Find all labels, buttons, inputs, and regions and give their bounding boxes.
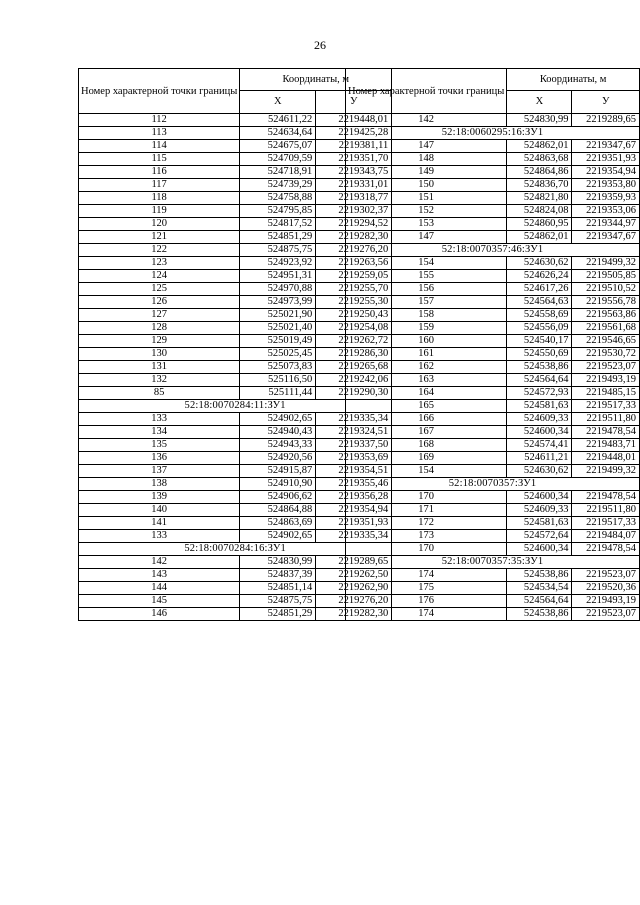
- point-number-cell: 142: [79, 556, 240, 569]
- x-coordinate-cell: 525019,49: [240, 335, 316, 348]
- point-number-cell: 162: [346, 361, 507, 374]
- point-number-cell: 129: [79, 335, 240, 348]
- y-coordinate-cell: 2219242,06: [316, 374, 392, 387]
- x-coordinate-cell: 524630,62: [507, 465, 572, 478]
- x-coordinate-cell: 524634,64: [240, 127, 316, 140]
- table-row: [346, 231, 640, 244]
- y-coordinate-cell: 2219290,30: [316, 387, 392, 400]
- y-coordinate-cell: 2219351,93: [572, 153, 640, 166]
- point-number-cell: 113: [79, 127, 240, 140]
- parcel-header-row: [346, 478, 640, 491]
- x-coordinate-cell: 524540,17: [507, 335, 572, 348]
- table-row: [346, 439, 640, 452]
- point-number-cell: 114: [79, 140, 240, 153]
- point-number-cell: 131: [79, 361, 240, 374]
- y-coordinate-cell: 2219478,54: [572, 543, 640, 556]
- y-coordinate-cell: 2219499,32: [572, 465, 640, 478]
- table-row: [346, 192, 640, 205]
- y-coordinate-cell: 2219561,68: [572, 322, 640, 335]
- point-number-cell: 153: [346, 218, 507, 231]
- table-row: [346, 413, 640, 426]
- point-number-cell: 155: [346, 270, 507, 283]
- coordinates-table-right: [345, 68, 640, 621]
- point-number-header: Номер характерной точки границы: [79, 69, 240, 114]
- x-coordinate-cell: 524558,69: [507, 309, 572, 322]
- y-coordinate-cell: 2219282,30: [316, 231, 392, 244]
- table-row: [346, 335, 640, 348]
- point-number-cell: 115: [79, 153, 240, 166]
- x-coordinate-cell: 525021,40: [240, 322, 316, 335]
- point-number-cell: 130: [79, 348, 240, 361]
- point-number-cell: 133: [79, 530, 240, 543]
- point-number-cell: 142: [346, 114, 507, 127]
- point-number-cell: 85: [79, 387, 240, 400]
- point-number-cell: 164: [346, 387, 507, 400]
- y-coordinate-cell: 2219255,30: [316, 296, 392, 309]
- y-coordinate-cell: 2219347,67: [572, 231, 640, 244]
- point-number-cell: 135: [79, 439, 240, 452]
- x-coordinate-cell: 524538,86: [507, 361, 572, 374]
- point-number-cell: 148: [346, 153, 507, 166]
- x-coordinate-cell: 525025,45: [240, 348, 316, 361]
- x-coordinate-cell: 524851,14: [240, 582, 316, 595]
- x-header: X: [240, 91, 316, 114]
- y-coordinate-cell: 2219523,07: [572, 608, 640, 621]
- x-coordinate-cell: 524920,56: [240, 452, 316, 465]
- x-coordinate-cell: 525116,50: [240, 374, 316, 387]
- point-number-cell: 165: [346, 400, 507, 413]
- table-row: [346, 205, 640, 218]
- point-number-cell: 168: [346, 439, 507, 452]
- page-number: 26: [314, 38, 326, 52]
- x-coordinate-cell: 524906,62: [240, 491, 316, 504]
- x-coordinate-cell: 524821,80: [507, 192, 572, 205]
- table-row: [346, 517, 640, 530]
- point-number-cell: 124: [79, 270, 240, 283]
- x-coordinate-cell: 524830,99: [240, 556, 316, 569]
- x-coordinate-cell: 524626,24: [507, 270, 572, 283]
- point-number-cell: 128: [79, 322, 240, 335]
- y-coordinate-cell: 2219517,33: [572, 517, 640, 530]
- table-row: [346, 270, 640, 283]
- y-coordinate-cell: 2219510,52: [572, 283, 640, 296]
- y-coordinate-cell: 2219523,07: [572, 569, 640, 582]
- x-coordinate-cell: 524860,95: [507, 218, 572, 231]
- y-coordinate-cell: 2219344,97: [572, 218, 640, 231]
- table-row: [346, 582, 640, 595]
- parcel-number: 52:18:0070284:11:ЗУ1: [79, 400, 392, 413]
- point-number-cell: 116: [79, 166, 240, 179]
- x-coordinate-cell: 524902,65: [240, 530, 316, 543]
- parcel-header-row: [346, 127, 640, 140]
- x-coordinate-cell: 524902,65: [240, 413, 316, 426]
- point-number-cell: 138: [79, 478, 240, 491]
- x-coordinate-cell: 524910,90: [240, 478, 316, 491]
- y-coordinate-cell: 2219302,37: [316, 205, 392, 218]
- table-row: [346, 543, 640, 556]
- point-number-cell: 172: [346, 517, 507, 530]
- table-row: [346, 153, 640, 166]
- table-row: [346, 426, 640, 439]
- point-number-cell: 158: [346, 309, 507, 322]
- table-row: [346, 387, 640, 400]
- point-number-cell: 160: [346, 335, 507, 348]
- y-coordinate-cell: 2219289,65: [316, 556, 392, 569]
- table-row: [346, 465, 640, 478]
- x-coordinate-cell: 524824,08: [507, 205, 572, 218]
- point-number-cell: 144: [79, 582, 240, 595]
- x-coordinate-cell: 524943,33: [240, 439, 316, 452]
- y-coordinate-cell: 2219347,67: [572, 140, 640, 153]
- point-number-cell: 161: [346, 348, 507, 361]
- y-coordinate-cell: 2219505,85: [572, 270, 640, 283]
- x-coordinate-cell: 524864,86: [507, 166, 572, 179]
- y-coordinate-cell: 2219255,70: [316, 283, 392, 296]
- x-coordinate-cell: 524862,01: [507, 231, 572, 244]
- x-coordinate-cell: 524534,54: [507, 582, 572, 595]
- x-coordinate-cell: 524875,75: [240, 595, 316, 608]
- table-row: [346, 374, 640, 387]
- y-coordinate-cell: 2219511,80: [572, 413, 640, 426]
- point-number-cell: 163: [346, 374, 507, 387]
- y-coordinate-cell: 2219493,19: [572, 595, 640, 608]
- x-coordinate-cell: 524617,26: [507, 283, 572, 296]
- point-number-cell: 139: [79, 491, 240, 504]
- table-row: [346, 400, 640, 413]
- point-number-cell: 156: [346, 283, 507, 296]
- y-coordinate-cell: 2219331,01: [316, 179, 392, 192]
- y-coordinate-cell: 2219259,05: [316, 270, 392, 283]
- table-row: [346, 296, 640, 309]
- parcel-number: 52:18:0070284:16:ЗУ1: [79, 543, 392, 556]
- point-number-cell: 170: [346, 543, 507, 556]
- point-number-cell: 171: [346, 504, 507, 517]
- point-number-cell: 123: [79, 257, 240, 270]
- point-number-cell: 137: [79, 465, 240, 478]
- x-coordinate-cell: 524538,86: [507, 569, 572, 582]
- table-row: [346, 530, 640, 543]
- table-row: [346, 114, 640, 127]
- y-coordinate-cell: 2219478,54: [572, 426, 640, 439]
- y-coordinate-cell: 2219353,80: [572, 179, 640, 192]
- y-coordinate-cell: 2219262,90: [316, 582, 392, 595]
- point-number-cell: 176: [346, 595, 507, 608]
- y-coordinate-cell: 2219523,07: [572, 361, 640, 374]
- parcel-number: 52:18:0070357:ЗУ1: [346, 478, 640, 491]
- table-row: [346, 309, 640, 322]
- y-coordinate-cell: 2219262,50: [316, 569, 392, 582]
- x-coordinate-cell: 524851,29: [240, 608, 316, 621]
- y-coordinate-cell: 2219351,70: [316, 153, 392, 166]
- point-number-cell: 145: [79, 595, 240, 608]
- point-number-cell: 159: [346, 322, 507, 335]
- y-coordinate-cell: 2219511,80: [572, 504, 640, 517]
- point-number-cell: 112: [79, 114, 240, 127]
- x-coordinate-cell: 524795,85: [240, 205, 316, 218]
- point-number-cell: 127: [79, 309, 240, 322]
- y-coordinate-cell: 2219265,68: [316, 361, 392, 374]
- x-coordinate-cell: 524970,88: [240, 283, 316, 296]
- parcel-header-row: [346, 244, 640, 257]
- point-number-cell: 126: [79, 296, 240, 309]
- x-coordinate-cell: 524600,34: [507, 543, 572, 556]
- point-number-cell: 151: [346, 192, 507, 205]
- y-coordinate-cell: 2219286,30: [316, 348, 392, 361]
- y-coordinate-cell: 2219337,50: [316, 439, 392, 452]
- point-number-cell: 174: [346, 569, 507, 582]
- point-number-cell: 150: [346, 179, 507, 192]
- y-coordinate-cell: 2219485,15: [572, 387, 640, 400]
- x-coordinate-cell: 524574,41: [507, 439, 572, 452]
- parcel-number: 52:18:0060295:16:ЗУ1: [346, 127, 640, 140]
- x-coordinate-cell: 524875,75: [240, 244, 316, 257]
- point-number-header: Номер характерной точки границы: [346, 69, 507, 114]
- x-coordinate-cell: 524538,86: [507, 608, 572, 621]
- y-coordinate-cell: 2219351,93: [316, 517, 392, 530]
- x-coordinate-cell: 525073,83: [240, 361, 316, 374]
- point-number-cell: 133: [79, 413, 240, 426]
- y-coordinate-cell: 2219517,33: [572, 400, 640, 413]
- x-coordinate-cell: 524709,59: [240, 153, 316, 166]
- y-coordinate-cell: 2219354,51: [316, 465, 392, 478]
- x-coordinate-cell: 524915,87: [240, 465, 316, 478]
- table-row: [346, 361, 640, 374]
- table-row: [346, 283, 640, 296]
- point-number-cell: 117: [79, 179, 240, 192]
- x-coordinate-cell: 524863,69: [240, 517, 316, 530]
- y-coordinate-cell: 2219318,77: [316, 192, 392, 205]
- point-number-cell: 174: [346, 608, 507, 621]
- table-body-right: [346, 114, 640, 621]
- y-coordinate-cell: 2219483,71: [572, 439, 640, 452]
- point-number-cell: 146: [79, 608, 240, 621]
- y-coordinate-cell: 2219556,78: [572, 296, 640, 309]
- y-coordinate-cell: 2219353,69: [316, 452, 392, 465]
- point-number-cell: 122: [79, 244, 240, 257]
- point-number-cell: 157: [346, 296, 507, 309]
- y-coordinate-cell: 2219484,07: [572, 530, 640, 543]
- point-number-cell: 166: [346, 413, 507, 426]
- point-number-cell: 140: [79, 504, 240, 517]
- x-coordinate-cell: 524611,21: [507, 452, 572, 465]
- x-coordinate-cell: 524758,88: [240, 192, 316, 205]
- point-number-cell: 152: [346, 205, 507, 218]
- y-coordinate-cell: 2219499,32: [572, 257, 640, 270]
- y-coordinate-cell: 2219250,43: [316, 309, 392, 322]
- table-row: [346, 140, 640, 153]
- x-coordinate-cell: 524600,34: [507, 426, 572, 439]
- point-number-cell: 121: [79, 231, 240, 244]
- x-coordinate-cell: 524940,43: [240, 426, 316, 439]
- point-number-cell: 149: [346, 166, 507, 179]
- y-coordinate-cell: 2219478,54: [572, 491, 640, 504]
- x-coordinate-cell: 524864,88: [240, 504, 316, 517]
- x-coordinate-cell: 524923,92: [240, 257, 316, 270]
- x-coordinate-cell: 524863,68: [507, 153, 572, 166]
- y-coordinate-cell: 2219520,36: [572, 582, 640, 595]
- x-coordinate-cell: 524611,22: [240, 114, 316, 127]
- point-number-cell: 125: [79, 283, 240, 296]
- y-coordinate-cell: 2219282,30: [316, 608, 392, 621]
- parcel-header-row: [346, 556, 640, 569]
- table-row: [346, 595, 640, 608]
- y-coordinate-cell: 2219343,75: [316, 166, 392, 179]
- x-coordinate-cell: 524973,99: [240, 296, 316, 309]
- y-coordinate-cell: 2219324,51: [316, 426, 392, 439]
- table-row: [346, 348, 640, 361]
- point-number-cell: 167: [346, 426, 507, 439]
- y-coordinate-cell: 2219381,11: [316, 140, 392, 153]
- x-coordinate-cell: 525111,44: [240, 387, 316, 400]
- point-number-cell: 119: [79, 205, 240, 218]
- y-coordinate-cell: 2219276,20: [316, 244, 392, 257]
- y-coordinate-cell: 2219335,34: [316, 530, 392, 543]
- y-coordinate-cell: 2219448,01: [316, 114, 392, 127]
- point-number-cell: 118: [79, 192, 240, 205]
- y-coordinate-cell: 2219289,65: [572, 114, 640, 127]
- point-number-cell: 147: [346, 140, 507, 153]
- x-coordinate-cell: 524564,63: [507, 296, 572, 309]
- y-coordinate-cell: 2219355,46: [316, 478, 392, 491]
- x-coordinate-cell: 525021,90: [240, 309, 316, 322]
- x-coordinate-cell: 524564,64: [507, 374, 572, 387]
- x-header: X: [507, 91, 572, 114]
- table-row: [346, 179, 640, 192]
- x-coordinate-cell: 524951,31: [240, 270, 316, 283]
- point-number-cell: 173: [346, 530, 507, 543]
- y-coordinate-cell: 2219262,72: [316, 335, 392, 348]
- parcel-number: 52:18:0070357:35:ЗУ1: [346, 556, 640, 569]
- table-row: [346, 504, 640, 517]
- x-coordinate-cell: 524572,64: [507, 530, 572, 543]
- x-coordinate-cell: 524572,93: [507, 387, 572, 400]
- point-number-cell: 169: [346, 452, 507, 465]
- y-coordinate-cell: 2219563,86: [572, 309, 640, 322]
- y-coordinate-cell: 2219493,19: [572, 374, 640, 387]
- table-row: [346, 452, 640, 465]
- y-coordinate-cell: 2219335,34: [316, 413, 392, 426]
- x-coordinate-cell: 524862,01: [507, 140, 572, 153]
- y-coordinate-cell: 2219254,08: [316, 322, 392, 335]
- x-coordinate-cell: 524675,07: [240, 140, 316, 153]
- y-coordinate-cell: 2219425,28: [316, 127, 392, 140]
- x-coordinate-cell: 524739,29: [240, 179, 316, 192]
- x-coordinate-cell: 524836,70: [507, 179, 572, 192]
- y-coordinate-cell: 2219276,20: [316, 595, 392, 608]
- x-coordinate-cell: 524630,62: [507, 257, 572, 270]
- y-coordinate-cell: 2219448,01: [572, 452, 640, 465]
- y-coordinate-cell: 2219530,72: [572, 348, 640, 361]
- x-coordinate-cell: 524581,63: [507, 400, 572, 413]
- parcel-number: 52:18:0070357:46:ЗУ1: [346, 244, 640, 257]
- y-coordinate-cell: 2219353,06: [572, 205, 640, 218]
- x-coordinate-cell: 524550,69: [507, 348, 572, 361]
- y-coordinate-cell: 2219354,94: [316, 504, 392, 517]
- table-row: [346, 218, 640, 231]
- table-row: [346, 491, 640, 504]
- point-number-cell: 143: [79, 569, 240, 582]
- point-number-cell: 120: [79, 218, 240, 231]
- table-row: [346, 608, 640, 621]
- point-number-cell: 154: [346, 257, 507, 270]
- table-row: [346, 569, 640, 582]
- x-coordinate-cell: 524609,33: [507, 413, 572, 426]
- point-number-cell: 175: [346, 582, 507, 595]
- point-number-cell: 132: [79, 374, 240, 387]
- x-coordinate-cell: 524851,29: [240, 231, 316, 244]
- table-row: [346, 322, 640, 335]
- y-coordinate-cell: 2219356,28: [316, 491, 392, 504]
- y-coordinate-cell: 2219546,65: [572, 335, 640, 348]
- point-number-cell: 170: [346, 491, 507, 504]
- y-coordinate-cell: 2219263,56: [316, 257, 392, 270]
- y-header: У: [316, 91, 392, 114]
- x-coordinate-cell: 524556,09: [507, 322, 572, 335]
- table-row: [346, 257, 640, 270]
- point-number-cell: 147: [346, 231, 507, 244]
- point-number-cell: 141: [79, 517, 240, 530]
- x-coordinate-cell: 524718,91: [240, 166, 316, 179]
- x-coordinate-cell: 524837,39: [240, 569, 316, 582]
- x-coordinate-cell: 524564,64: [507, 595, 572, 608]
- y-header: У: [572, 91, 640, 114]
- coordinates-header: Координаты, м: [240, 69, 392, 91]
- x-coordinate-cell: 524817,52: [240, 218, 316, 231]
- y-coordinate-cell: 2219359,93: [572, 192, 640, 205]
- point-number-cell: 134: [79, 426, 240, 439]
- point-number-cell: 136: [79, 452, 240, 465]
- x-coordinate-cell: 524609,33: [507, 504, 572, 517]
- point-number-cell: 154: [346, 465, 507, 478]
- table-row: [346, 166, 640, 179]
- x-coordinate-cell: 524600,34: [507, 491, 572, 504]
- x-coordinate-cell: 524830,99: [507, 114, 572, 127]
- y-coordinate-cell: 2219294,52: [316, 218, 392, 231]
- y-coordinate-cell: 2219354,94: [572, 166, 640, 179]
- x-coordinate-cell: 524581,63: [507, 517, 572, 530]
- coordinates-header: Координаты, м: [507, 69, 640, 91]
